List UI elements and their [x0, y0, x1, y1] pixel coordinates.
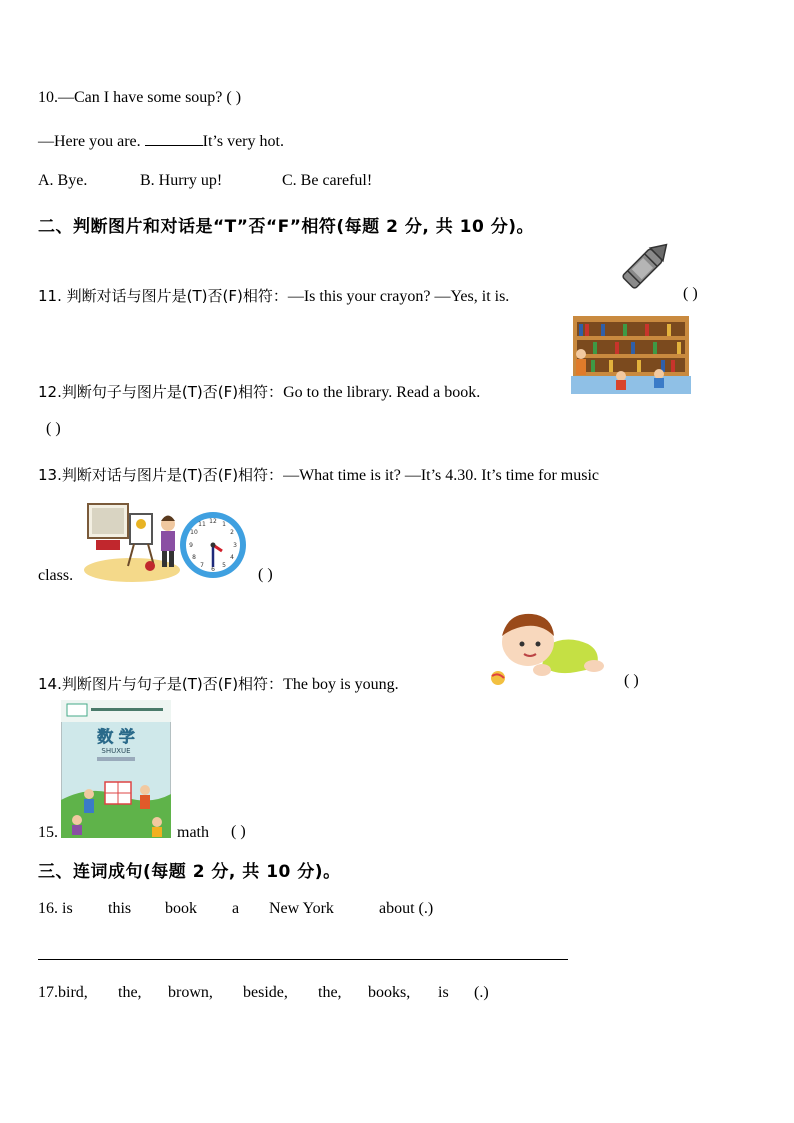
q16-word: a	[232, 900, 240, 917]
q12-row	[38, 381, 480, 402]
q15-number: 15.	[38, 824, 58, 841]
svg-text:5: 5	[222, 562, 226, 569]
q16-word: this	[108, 900, 132, 917]
q16-word: 16. is	[38, 900, 73, 917]
q10-option-b: B. Hurry up!	[140, 172, 223, 189]
q14-text: The boy is young.	[283, 676, 399, 693]
q14-row	[38, 673, 399, 694]
svg-text:8: 8	[192, 554, 196, 561]
answer-blank[interactable]	[145, 131, 203, 146]
q13-row	[38, 464, 599, 485]
q16-word: New York	[269, 900, 334, 917]
book-pinyin: SHUXUE	[101, 747, 131, 755]
q17-word: 17.bird,	[38, 984, 88, 1001]
q11-text: —Is this your crayon? —Yes, it is.	[287, 288, 510, 305]
q17-word: is	[438, 984, 449, 1001]
q11-answer-paren[interactable]: ( )	[683, 285, 698, 302]
svg-text:3: 3	[233, 542, 237, 549]
q17-word: beside,	[243, 984, 288, 1001]
q12-answer-paren[interactable]: ( )	[46, 420, 61, 437]
svg-text:1: 1	[222, 521, 226, 528]
music-class-image	[82, 500, 182, 584]
svg-text:10: 10	[190, 529, 198, 536]
q15-word: math	[177, 824, 209, 841]
svg-text:6: 6	[211, 566, 215, 573]
book-title: 数 学	[97, 727, 135, 746]
q17-word: books,	[368, 984, 411, 1001]
svg-text:11: 11	[198, 521, 206, 528]
svg-text:2: 2	[230, 529, 234, 536]
q10-option-a: A. Bye.	[38, 172, 88, 189]
q11-prefix: 11. 判断对话与图片是(T)否(F)相符：	[38, 287, 288, 305]
q17-word: the,	[318, 984, 342, 1001]
section-2-title: 二、判断图片和对话是“T”否“F”相符(每题 2 分, 共 10 分)。	[38, 217, 534, 237]
q13-prefix: 13.判断对话与图片是(T)否(F)相符：	[38, 466, 284, 484]
svg-text:7: 7	[200, 562, 204, 569]
section-3-title: 三、连词成句(每题 2 分, 共 10 分)。	[38, 862, 341, 882]
baby-image	[486, 606, 608, 690]
q13-text-continued: class.	[38, 567, 74, 584]
q17-word: (.)	[474, 984, 489, 1001]
q10-response-text-a: —Here you are.	[38, 133, 145, 150]
q11-row	[38, 285, 509, 306]
q13-answer-paren[interactable]: ( )	[258, 566, 273, 583]
crayon-icon	[612, 242, 670, 298]
math-book-image	[61, 700, 171, 838]
q10-response	[38, 131, 284, 151]
q10-question: 10.—Can I have some soup? ( )	[38, 89, 242, 106]
q14-answer-paren[interactable]: ( )	[624, 672, 639, 689]
q15-answer-paren[interactable]: ( )	[231, 823, 246, 840]
q16-word: about (.)	[379, 900, 434, 917]
q14-prefix: 14.判断图片与句子是(T)否(F)相符：	[38, 675, 284, 693]
svg-text:4: 4	[230, 554, 234, 561]
q16-answer-line[interactable]	[38, 959, 568, 960]
q13-text: —What time is it? —It’s 4.30. It’s time for music	[283, 467, 600, 484]
q17-word: brown,	[168, 984, 213, 1001]
library-image	[571, 314, 691, 394]
q10-option-c: C. Be careful!	[282, 172, 373, 189]
clock-icon	[178, 510, 248, 580]
svg-text:9: 9	[189, 542, 193, 549]
q10-response-text-b: It’s very hot.	[202, 133, 284, 150]
q12-text: Go to the library. Read a book.	[283, 384, 481, 401]
q12-prefix: 12.判断句子与图片是(T)否(F)相符：	[38, 383, 284, 401]
q17-word: the,	[118, 984, 142, 1001]
svg-text:12: 12	[209, 518, 217, 525]
q16-word: book	[165, 900, 197, 917]
